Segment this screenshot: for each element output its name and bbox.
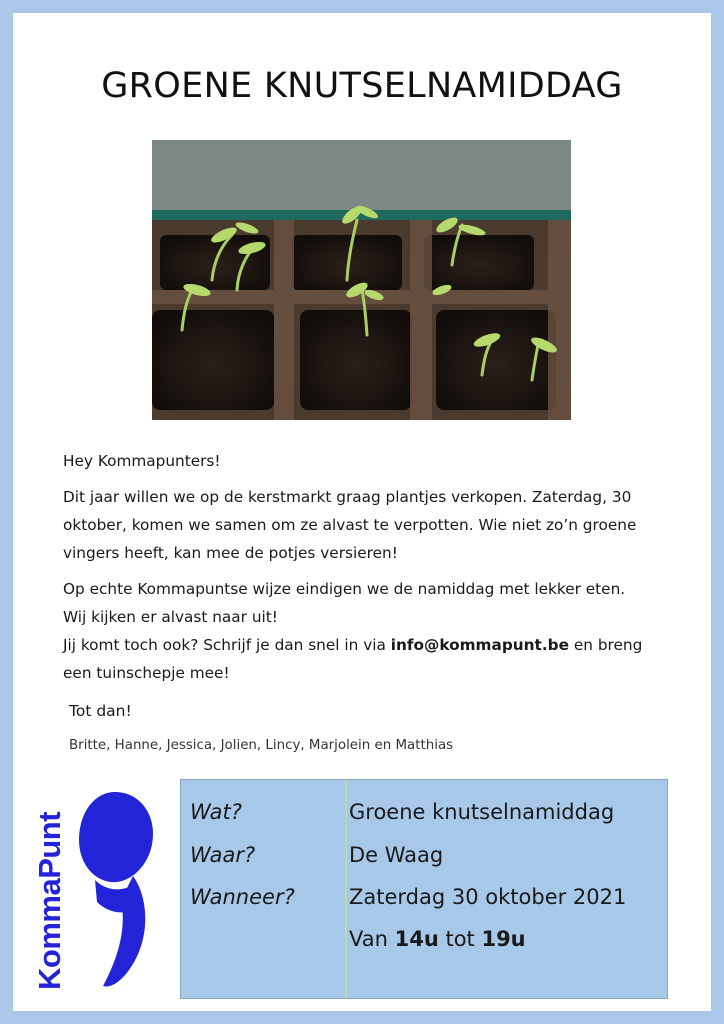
email-link[interactable]: info@kommapunt.be xyxy=(390,636,569,654)
time-middle: tot xyxy=(438,927,482,951)
info-value: Groene knutselnamiddag xyxy=(349,800,615,824)
time-from: 14u xyxy=(394,927,439,951)
paragraph-1-line: vingers heeft, kan mee de potjes versieren! xyxy=(63,544,398,562)
time-prefix: Van xyxy=(349,927,395,951)
paragraph-2-line: een tuinschepje mee! xyxy=(63,664,230,682)
info-label: Wat? xyxy=(190,800,242,824)
seedlings-photo-icon xyxy=(152,140,571,420)
body-text xyxy=(63,447,663,695)
logo-text: KommaPunt xyxy=(32,811,67,990)
signup-text-suffix: en breng xyxy=(569,636,643,654)
info-value: De Waag xyxy=(349,843,444,867)
seedlings-photo xyxy=(152,140,571,420)
greeting: Hey Kommapunters! xyxy=(63,452,221,470)
comma-icon xyxy=(75,790,155,990)
paragraph-2-line: Op echte Kommapuntse wijze eindigen we de namiddag met lekker eten. xyxy=(63,580,626,598)
info-label: Waar? xyxy=(190,843,256,867)
paragraph-1-line: Dit jaar willen we op de kerstmarkt graag plantjes verkopen. Zaterdag, 30 xyxy=(63,488,632,506)
signup-text: Jij komt toch ook? Schrijf je dan snel in via xyxy=(63,636,391,654)
time-to: 19u xyxy=(481,927,526,951)
info-label: Wanneer? xyxy=(190,885,295,909)
paragraph-2-line xyxy=(63,631,663,659)
info-divider xyxy=(345,780,347,998)
info-value: Zaterdag 30 oktober 2021 xyxy=(349,885,627,909)
paragraph-2-line: Wij kijken er alvast naar uit! xyxy=(63,608,278,626)
paragraph-2 xyxy=(63,575,663,687)
page-title: GROENE KNUTSELNAMIDDAG xyxy=(101,66,623,106)
paragraph-1-line: oktober, komen we samen om ze alvast te verpotten. Wie niet zo’n groene xyxy=(63,516,637,534)
paragraph-1 xyxy=(63,483,663,567)
info-time xyxy=(349,927,526,951)
organizer-names: Britte, Hanne, Jessica, Jolien, Lincy, Marjolein en Matthias xyxy=(69,738,454,753)
closing-text: Tot dan! xyxy=(69,702,132,720)
